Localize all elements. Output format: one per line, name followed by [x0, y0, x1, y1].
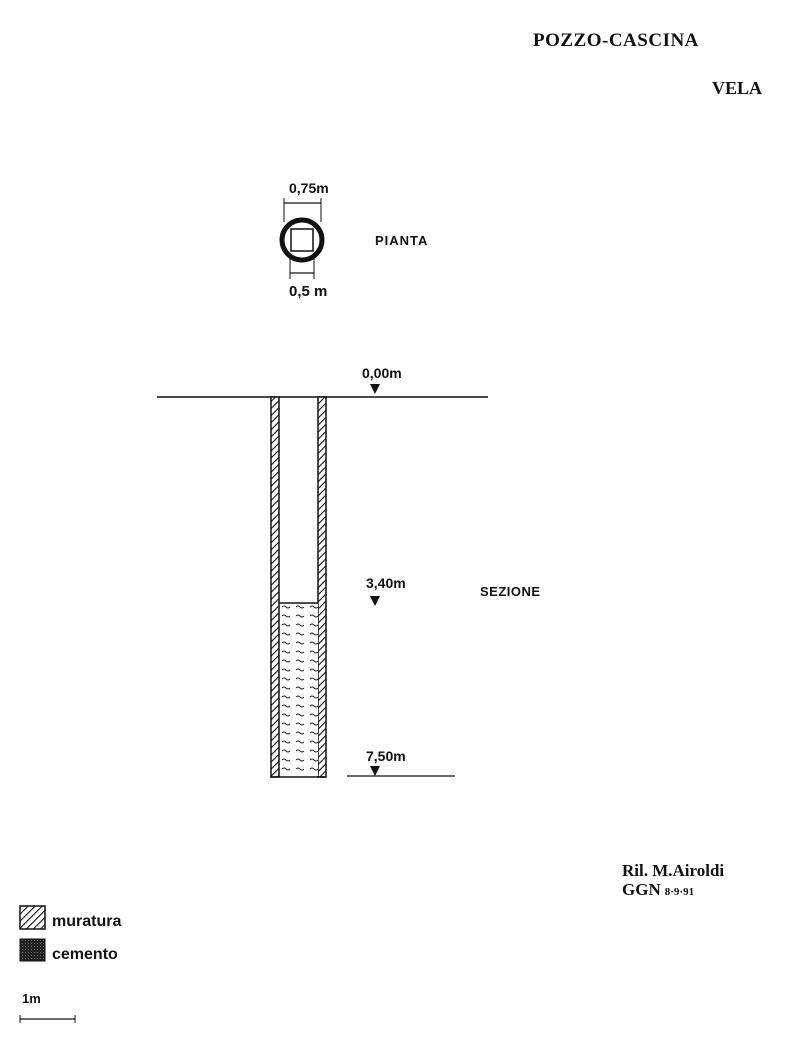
level-marker-icon	[370, 766, 380, 776]
survey-code: GGN	[622, 880, 661, 899]
scale-label: 1m	[22, 991, 41, 1006]
level-marker-icon	[370, 596, 380, 606]
level-marker-icon	[370, 384, 380, 394]
hatch-swatch-icon	[20, 906, 45, 929]
level-label: 0,00m	[362, 365, 402, 381]
page-title: POZZO-CASCINA	[533, 30, 699, 51]
legend-item-muratura: muratura	[52, 913, 122, 930]
well-plan-opening	[291, 229, 313, 251]
legend-item-cemento: cemento	[52, 946, 118, 963]
water-fill	[280, 603, 318, 776]
survey-date-line	[622, 880, 694, 900]
inner-diameter-label: 0,5 m	[289, 283, 328, 300]
right-wall	[318, 397, 326, 777]
plan-label: PIANTA	[375, 233, 429, 248]
dark-swatch-icon	[20, 939, 45, 961]
outer-diameter-label: 0,75m	[289, 180, 329, 196]
level-label: 3,40m	[366, 575, 406, 591]
survey-date: 8·9·91	[664, 886, 695, 898]
section-view	[157, 384, 488, 777]
plan-view	[282, 198, 322, 279]
page-subtitle: VELA	[712, 78, 763, 98]
section-label: SEZIONE	[480, 584, 541, 599]
left-wall	[271, 397, 279, 777]
level-label: 7,50m	[366, 748, 406, 764]
surveyor-credit: Ril. M.Airoldi	[622, 861, 725, 880]
